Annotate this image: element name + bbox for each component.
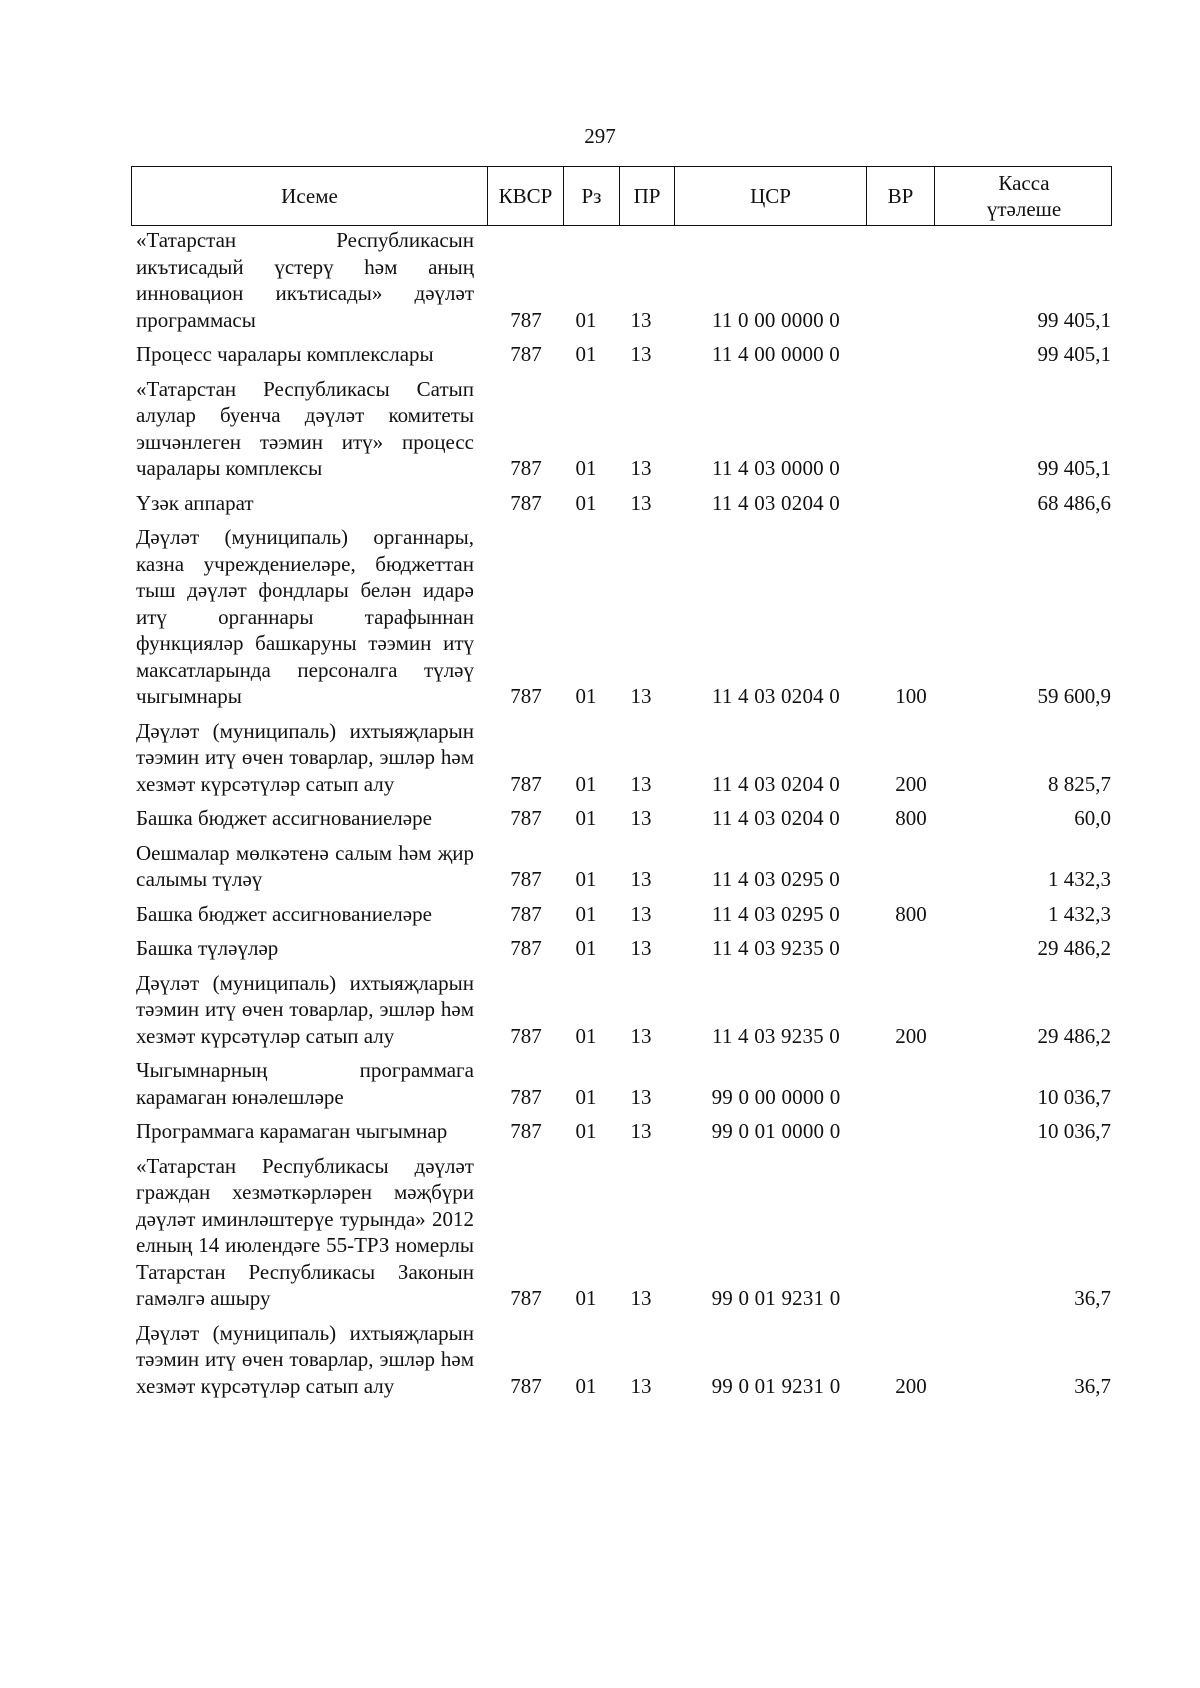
header-name: Исеме — [281, 184, 338, 208]
row-pr: 13 — [630, 936, 652, 960]
row-rz: 01 — [575, 490, 597, 515]
row-kvsr: 787 — [510, 806, 542, 830]
row-csr: 11 4 03 0204 0 — [711, 771, 841, 796]
row-name: Башка түләүләр — [136, 936, 279, 960]
row-rz: 01 — [575, 1286, 597, 1310]
row-csr: 99 0 01 9231 0 — [711, 1286, 841, 1310]
table-row — [136, 935, 1116, 970]
header-pr: ПР — [619, 167, 674, 225]
header-csr: ЦСР — [674, 167, 866, 225]
row-pr: 13 — [630, 490, 652, 515]
table-row — [136, 1118, 1116, 1153]
row-pr: 13 — [630, 806, 652, 830]
row-csr: 11 4 03 0295 0 — [711, 901, 841, 926]
row-rz: 01 — [575, 1023, 597, 1048]
row-kassa: 59 600,9 — [1037, 684, 1111, 708]
row-kvsr: 787 — [510, 1373, 542, 1398]
row-name: Оешмалар мөлкәтенә салым һәм җир салымы түләү — [136, 840, 474, 891]
table-row — [136, 1320, 1116, 1408]
row-kassa: 1 432,3 — [1048, 901, 1111, 926]
row-kvsr: 787 — [510, 1084, 542, 1109]
row-csr: 99 0 01 0000 0 — [711, 1119, 841, 1143]
row-rz: 01 — [575, 771, 597, 796]
row-pr: 13 — [630, 307, 652, 332]
row-name: Башка бюджет ассигнованиеләре — [136, 806, 432, 830]
row-kassa: 10 036,7 — [1037, 1084, 1111, 1109]
row-kvsr: 787 — [510, 867, 542, 891]
row-vr: 200 — [895, 771, 927, 796]
row-kvsr: 787 — [510, 771, 542, 796]
row-vr: 200 — [895, 1373, 927, 1398]
row-rz: 01 — [575, 1373, 597, 1398]
row-kvsr: 787 — [510, 490, 542, 515]
row-vr: 100 — [895, 684, 927, 708]
row-name: Дәүләт (муниципаль) ихтыяҗларын тәэмин итү өчен товарлар, эшләр һәм хезмәт күрсәтүләр сатып алу — [136, 970, 474, 1048]
row-kvsr: 787 — [510, 936, 542, 960]
row-kvsr: 787 — [510, 342, 542, 366]
table-row — [136, 227, 1116, 341]
header-kassa: Касса үтәлеше — [934, 167, 1113, 225]
row-rz: 01 — [575, 307, 597, 332]
row-kassa: 29 486,2 — [1037, 1023, 1111, 1048]
row-pr: 13 — [630, 1023, 652, 1048]
table-row — [136, 490, 1116, 525]
row-kvsr: 787 — [510, 1286, 542, 1310]
row-pr: 13 — [630, 1373, 652, 1398]
row-name: Чыгымнарның программага карамаган юнәлешләре — [136, 1058, 474, 1109]
row-rz: 01 — [575, 901, 597, 926]
row-name: Дәүләт (муниципаль) ихтыяҗларын тәэмин итү өчен товарлар, эшләр һәм хезмәт күрсәтүләр сатып алу — [136, 1320, 474, 1398]
row-rz: 01 — [575, 342, 597, 366]
row-kassa: 68 486,6 — [1037, 490, 1111, 515]
row-kassa: 36,7 — [1074, 1373, 1111, 1398]
row-kassa: 8 825,7 — [1048, 771, 1111, 796]
row-name: «Татарстан Республикасы Сатып алулар буенча дәүләт комитеты эшчәнлеген тәэмин итү» процесс чаралары комплексы — [136, 376, 474, 480]
table-row — [136, 341, 1116, 376]
row-name: «Татарстан Республикасын икътисадый үстерү һәм аның инновацион икътисады» дәүләт программасы — [136, 228, 474, 332]
table-row — [136, 524, 1116, 718]
row-pr: 13 — [630, 1119, 652, 1143]
row-rz: 01 — [575, 867, 597, 891]
row-pr: 13 — [630, 684, 652, 708]
table-row — [136, 1153, 1116, 1320]
row-name: Дәүләт (муниципаль) ихтыяҗларын тәэмин итү өчен товарлар, эшләр һәм хезмәт күрсәтүләр сатып алу — [136, 718, 474, 796]
table-row — [136, 901, 1116, 936]
row-csr: 11 4 03 9235 0 — [711, 1023, 841, 1048]
table-row — [136, 718, 1116, 806]
row-kvsr: 787 — [510, 456, 542, 480]
table-row — [136, 376, 1116, 490]
table-body — [136, 227, 1116, 1407]
row-kvsr: 787 — [510, 901, 542, 926]
row-csr: 99 0 01 9231 0 — [711, 1373, 841, 1398]
row-csr: 11 4 03 0204 0 — [711, 490, 841, 515]
row-name: «Татарстан Республикасы дәүләт граждан хезмәткәрләрен мәҗбүри дәүләт иминләштерүе турында» 2012 елның 14 июлендәге 55-ТРЗ номерлы Татарстан Республикасы Законын гамәлгә ашыру — [136, 1153, 474, 1310]
row-csr: 11 4 03 0204 0 — [711, 806, 841, 830]
row-name: Программага карамаган чыгымнар — [136, 1119, 448, 1143]
row-pr: 13 — [630, 867, 652, 891]
row-kvsr: 787 — [510, 1023, 542, 1048]
row-pr: 13 — [630, 1286, 652, 1310]
row-csr: 11 0 00 0000 0 — [711, 307, 841, 332]
row-pr: 13 — [630, 456, 652, 480]
row-kassa: 60,0 — [1074, 806, 1111, 830]
header-kvsr: КВСР — [487, 167, 563, 225]
row-pr: 13 — [630, 1084, 652, 1109]
row-rz: 01 — [575, 456, 597, 480]
table-header — [131, 166, 1112, 226]
row-kvsr: 787 — [510, 684, 542, 708]
row-vr: 200 — [895, 1023, 927, 1048]
row-csr: 99 0 00 0000 0 — [711, 1084, 841, 1109]
row-kassa: 99 405,1 — [1037, 456, 1111, 480]
row-kassa: 99 405,1 — [1037, 307, 1111, 332]
table-row — [136, 840, 1116, 901]
table-row — [136, 805, 1116, 840]
row-name: Дәүләт (муниципаль) органнары, казна учреждениеләре, бюджеттан тыш дәүләт фондлары белән идарә итү органнары тарафыннан функцияләр башкаруны тәэмин итү максатларында персоналга түләү чыгымнары — [136, 525, 474, 708]
row-csr: 11 4 03 9235 0 — [711, 936, 841, 960]
table-row — [136, 1057, 1116, 1118]
row-vr: 800 — [895, 901, 927, 926]
row-kassa: 29 486,2 — [1037, 936, 1111, 960]
row-kassa: 10 036,7 — [1037, 1119, 1111, 1143]
row-pr: 13 — [630, 342, 652, 366]
row-rz: 01 — [575, 936, 597, 960]
row-kvsr: 787 — [510, 1119, 542, 1143]
row-rz: 01 — [575, 1084, 597, 1109]
row-pr: 13 — [630, 771, 652, 796]
row-csr: 11 4 00 0000 0 — [711, 342, 841, 366]
row-name: Үзәк аппарат — [136, 490, 254, 515]
table-row — [136, 970, 1116, 1058]
row-rz: 01 — [575, 806, 597, 830]
row-csr: 11 4 03 0204 0 — [711, 684, 841, 708]
header-rz: Рз — [563, 167, 619, 225]
row-csr: 11 4 03 0295 0 — [711, 867, 841, 891]
page-number: 297 — [584, 124, 616, 148]
row-name: Башка бюджет ассигнованиеләре — [136, 901, 432, 926]
row-name: Процесс чаралары комплекслары — [136, 342, 434, 366]
row-rz: 01 — [575, 1119, 597, 1143]
header-vr: ВР — [866, 167, 934, 225]
row-kassa: 99 405,1 — [1037, 342, 1111, 366]
row-pr: 13 — [630, 901, 652, 926]
row-csr: 11 4 03 0000 0 — [711, 456, 841, 480]
row-kassa: 1 432,3 — [1048, 867, 1111, 891]
row-kvsr: 787 — [510, 307, 542, 332]
row-kassa: 36,7 — [1074, 1286, 1111, 1310]
row-vr: 800 — [895, 806, 927, 830]
row-rz: 01 — [575, 684, 597, 708]
